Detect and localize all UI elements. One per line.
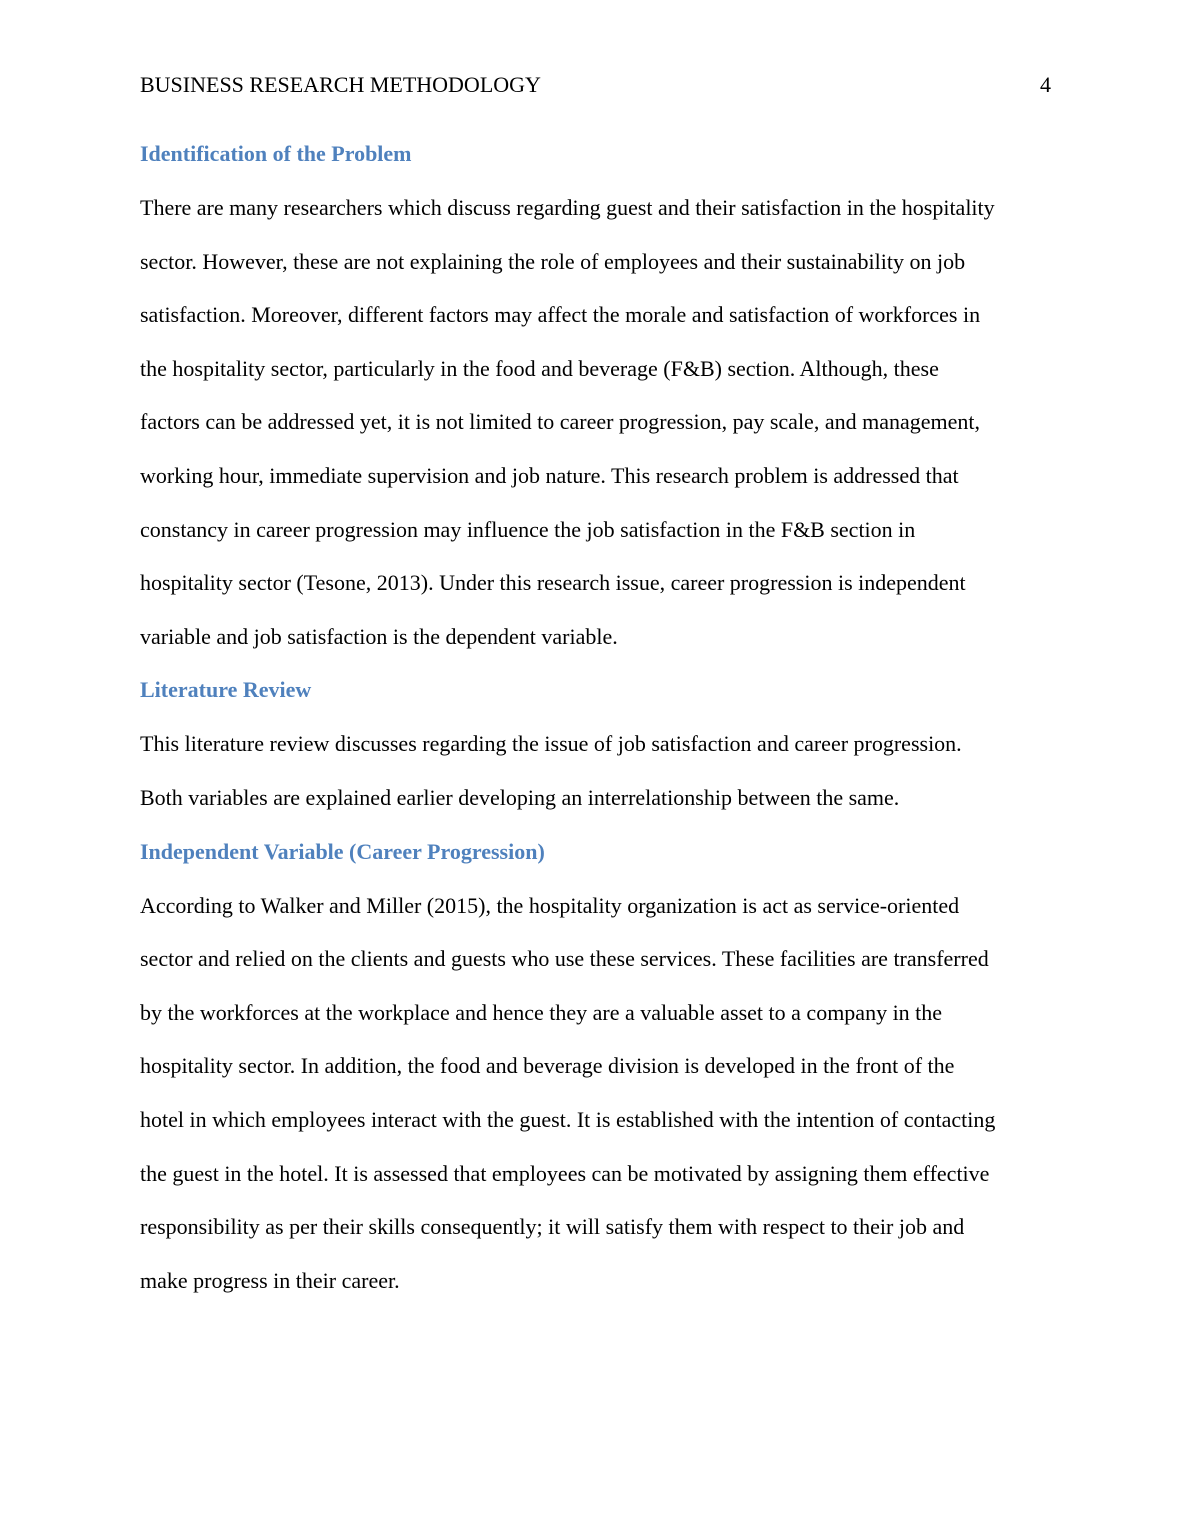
paragraph-identification-of-problem (140, 181, 1051, 663)
section-heading-identification-of-problem: Identification of the Problem (140, 141, 412, 166)
text-line: by the workforces at the workplace and hence they are a valuable asset to a company in the (140, 999, 943, 1025)
paragraph-literature-review (140, 717, 1051, 824)
text-line: sector. However, these are not explaining the role of employees and their sustainability on job (140, 248, 966, 274)
text-line: According to Walker and Miller (2015), the hospitality organization is act as service-oriented (140, 892, 960, 918)
text-line: hospitality sector. In addition, the food and beverage division is developed in the front of the (140, 1053, 955, 1079)
text-line: responsibility as per their skills consequently; it will satisfy them with respect to their job and (140, 1214, 965, 1240)
text-line: the hospitality sector, particularly in the food and beverage (F&B) section. Although, these (140, 355, 939, 381)
text-line: hospitality sector (Tesone, 2013). Under this research issue, career progression is independent (140, 570, 966, 596)
section-heading-literature-review: Literature Review (140, 677, 312, 703)
text-line: variable and job satisfaction is the dependent variable. (140, 623, 618, 649)
text-line: hotel in which employees interact with the guest. It is established with the intention of contacting (140, 1106, 996, 1132)
text-line: make progress in their career. (140, 1267, 400, 1293)
text-line: the guest in the hotel. It is assessed that employees can be motivated by assigning them effective (140, 1160, 990, 1186)
running-title: BUSINESS RESEARCH METHODOLOGY (140, 72, 541, 97)
section-heading-independent-variable: Independent Variable (Career Progression) (140, 838, 545, 864)
text-line: factors can be addressed yet, it is not limited to career progression, pay scale, and management, (140, 409, 980, 435)
text-line: This literature review discusses regarding the issue of job satisfaction and career progression. (140, 731, 962, 757)
text-line: working hour, immediate supervision and job nature. This research problem is addressed that (140, 462, 959, 488)
page-number: 4 (1040, 72, 1051, 97)
text-line: constancy in career progression may influence the job satisfaction in the F&B section in (140, 516, 916, 542)
text-line: sector and relied on the clients and guests who use these services. These facilities are transferred (140, 946, 989, 972)
document-body (140, 127, 1051, 1307)
text-line: satisfaction. Moreover, different factors may affect the morale and satisfaction of workforces in (140, 302, 981, 328)
text-line: There are many researchers which discuss regarding guest and their satisfaction in the hospitality (140, 195, 995, 220)
text-line: Both variables are explained earlier developing an interrelationship between the same. (140, 784, 900, 810)
paragraph-independent-variable (140, 879, 1051, 1308)
running-header (140, 70, 1051, 100)
